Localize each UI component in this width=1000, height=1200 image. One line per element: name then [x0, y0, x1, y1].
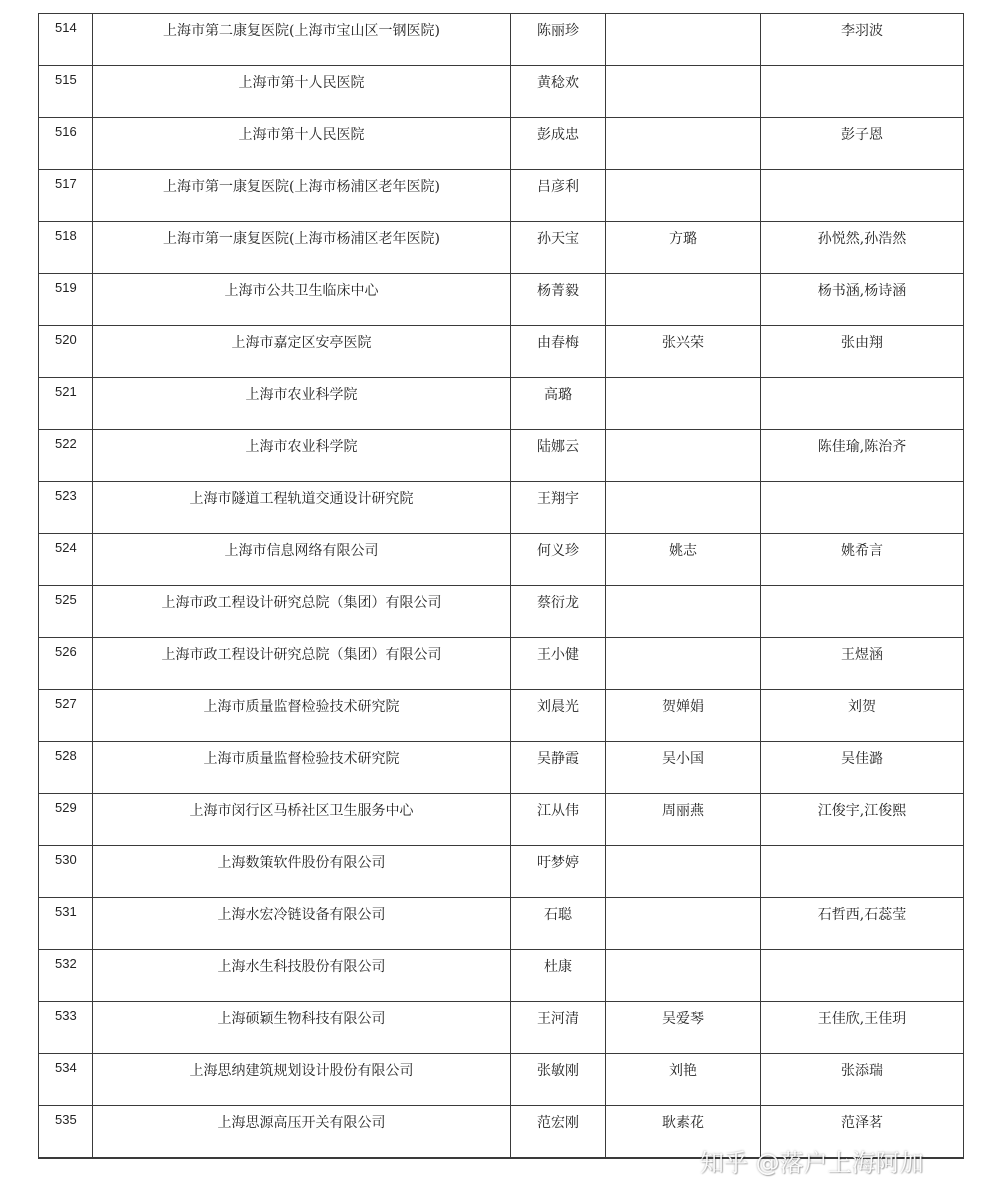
row-number: 529: [39, 794, 93, 846]
children-names: [761, 950, 964, 1002]
row-number: 517: [39, 170, 93, 222]
work-unit: 上海市政工程设计研究总院（集团）有限公司: [93, 586, 511, 638]
applicant-name: 王河清: [511, 1002, 606, 1054]
spouse-name: 周丽燕: [606, 794, 761, 846]
children-names: 王佳欣,王佳玥: [761, 1002, 964, 1054]
applicant-name: 吁梦婷: [511, 846, 606, 898]
table-row: [39, 742, 964, 794]
row-number: 523: [39, 482, 93, 534]
children-names: 张添瑞: [761, 1054, 964, 1106]
applicant-name: 孙天宝: [511, 222, 606, 274]
spouse-name: [606, 66, 761, 118]
children-names: 陈佳瑜,陈治齐: [761, 430, 964, 482]
applicant-name: 王小健: [511, 638, 606, 690]
work-unit: 上海市政工程设计研究总院（集团）有限公司: [93, 638, 511, 690]
work-unit: 上海市嘉定区安亭医院: [93, 326, 511, 378]
applicant-name: 黄稔欢: [511, 66, 606, 118]
table-row: [39, 1002, 964, 1054]
spouse-name: [606, 274, 761, 326]
children-names: [761, 66, 964, 118]
work-unit: 上海市闵行区马桥社区卫生服务中心: [93, 794, 511, 846]
work-unit: 上海水生科技股份有限公司: [93, 950, 511, 1002]
work-unit: 上海市信息网络有限公司: [93, 534, 511, 586]
spouse-name: [606, 118, 761, 170]
spouse-name: [606, 14, 761, 66]
work-unit: 上海市农业科学院: [93, 430, 511, 482]
children-names: 王煜涵: [761, 638, 964, 690]
work-unit: 上海市第十人民医院: [93, 118, 511, 170]
table-row: [39, 534, 964, 586]
table-row: [39, 430, 964, 482]
work-unit: 上海市公共卫生临床中心: [93, 274, 511, 326]
applicant-name: 彭成忠: [511, 118, 606, 170]
work-unit: 上海硕颖生物科技有限公司: [93, 1002, 511, 1054]
table-row: [39, 118, 964, 170]
work-unit: 上海水宏冷链设备有限公司: [93, 898, 511, 950]
applicant-name: 刘晨光: [511, 690, 606, 742]
table-row: [39, 66, 964, 118]
work-unit: 上海数策软件股份有限公司: [93, 846, 511, 898]
row-number: 521: [39, 378, 93, 430]
children-names: 孙悦然,孙浩然: [761, 222, 964, 274]
children-names: 范泽茗: [761, 1106, 964, 1158]
row-number: 527: [39, 690, 93, 742]
spouse-name: [606, 950, 761, 1002]
table-body: [39, 14, 964, 1158]
table-row: [39, 326, 964, 378]
applicant-list-sheet: [38, 13, 963, 1159]
applicant-name: 吴静霞: [511, 742, 606, 794]
children-names: 刘贺: [761, 690, 964, 742]
applicant-name: 吕彦利: [511, 170, 606, 222]
table-row: [39, 846, 964, 898]
row-number: 534: [39, 1054, 93, 1106]
table-row: [39, 482, 964, 534]
work-unit: 上海市第一康复医院(上海市杨浦区老年医院): [93, 222, 511, 274]
children-names: 吴佳潞: [761, 742, 964, 794]
applicant-name: 由春梅: [511, 326, 606, 378]
row-number: 514: [39, 14, 93, 66]
applicant-table: [38, 13, 964, 1159]
table-row: [39, 14, 964, 66]
work-unit: 上海市隧道工程轨道交通设计研究院: [93, 482, 511, 534]
children-names: 江俊宇,江俊熙: [761, 794, 964, 846]
spouse-name: [606, 898, 761, 950]
applicant-name: 王翔宇: [511, 482, 606, 534]
work-unit: 上海思纳建筑规划设计股份有限公司: [93, 1054, 511, 1106]
table-row: [39, 222, 964, 274]
spouse-name: 张兴荣: [606, 326, 761, 378]
children-names: 姚希言: [761, 534, 964, 586]
spouse-name: 刘艳: [606, 1054, 761, 1106]
children-names: [761, 482, 964, 534]
spouse-name: [606, 638, 761, 690]
table-row: [39, 898, 964, 950]
applicant-name: 高璐: [511, 378, 606, 430]
children-names: [761, 586, 964, 638]
work-unit: 上海思源高压开关有限公司: [93, 1106, 511, 1158]
children-names: [761, 378, 964, 430]
table-row: [39, 690, 964, 742]
row-number: 518: [39, 222, 93, 274]
table-row: [39, 1054, 964, 1106]
row-number: 535: [39, 1106, 93, 1158]
spouse-name: 耿素花: [606, 1106, 761, 1158]
zhihu-watermark: 知乎 @落户上海阿加: [700, 1149, 924, 1177]
spouse-name: 姚志: [606, 534, 761, 586]
children-names: [761, 170, 964, 222]
children-names: 彭子恩: [761, 118, 964, 170]
work-unit: 上海市第二康复医院(上海市宝山区一钢医院): [93, 14, 511, 66]
row-number: 531: [39, 898, 93, 950]
work-unit: 上海市质量监督检验技术研究院: [93, 690, 511, 742]
spouse-name: [606, 378, 761, 430]
row-number: 526: [39, 638, 93, 690]
table-row: [39, 274, 964, 326]
spouse-name: [606, 170, 761, 222]
row-number: 524: [39, 534, 93, 586]
applicant-name: 张敏刚: [511, 1054, 606, 1106]
spouse-name: 贺婵娟: [606, 690, 761, 742]
table-row: [39, 170, 964, 222]
spouse-name: 方璐: [606, 222, 761, 274]
work-unit: 上海市农业科学院: [93, 378, 511, 430]
applicant-name: 陆娜云: [511, 430, 606, 482]
table-row: [39, 638, 964, 690]
applicant-name: 杜康: [511, 950, 606, 1002]
row-number: 522: [39, 430, 93, 482]
children-names: 杨书涵,杨诗涵: [761, 274, 964, 326]
applicant-name: 陈丽珍: [511, 14, 606, 66]
spouse-name: 吴小国: [606, 742, 761, 794]
applicant-name: 杨菁毅: [511, 274, 606, 326]
spouse-name: [606, 430, 761, 482]
row-number: 533: [39, 1002, 93, 1054]
row-number: 520: [39, 326, 93, 378]
row-number: 532: [39, 950, 93, 1002]
row-number: 519: [39, 274, 93, 326]
spouse-name: [606, 586, 761, 638]
table-row: [39, 378, 964, 430]
children-names: 石哲西,石蕊莹: [761, 898, 964, 950]
row-number: 528: [39, 742, 93, 794]
work-unit: 上海市质量监督检验技术研究院: [93, 742, 511, 794]
applicant-name: 范宏刚: [511, 1106, 606, 1158]
table-row: [39, 586, 964, 638]
children-names: [761, 846, 964, 898]
row-number: 515: [39, 66, 93, 118]
spouse-name: 吴爱琴: [606, 1002, 761, 1054]
children-names: 张由翔: [761, 326, 964, 378]
applicant-name: 石聪: [511, 898, 606, 950]
row-number: 516: [39, 118, 93, 170]
table-row: [39, 950, 964, 1002]
applicant-name: 蔡衍龙: [511, 586, 606, 638]
work-unit: 上海市第十人民医院: [93, 66, 511, 118]
table-row: [39, 794, 964, 846]
row-number: 525: [39, 586, 93, 638]
children-names: 李羽波: [761, 14, 964, 66]
work-unit: 上海市第一康复医院(上海市杨浦区老年医院): [93, 170, 511, 222]
spouse-name: [606, 482, 761, 534]
spouse-name: [606, 846, 761, 898]
row-number: 530: [39, 846, 93, 898]
applicant-name: 江从伟: [511, 794, 606, 846]
applicant-name: 何义珍: [511, 534, 606, 586]
